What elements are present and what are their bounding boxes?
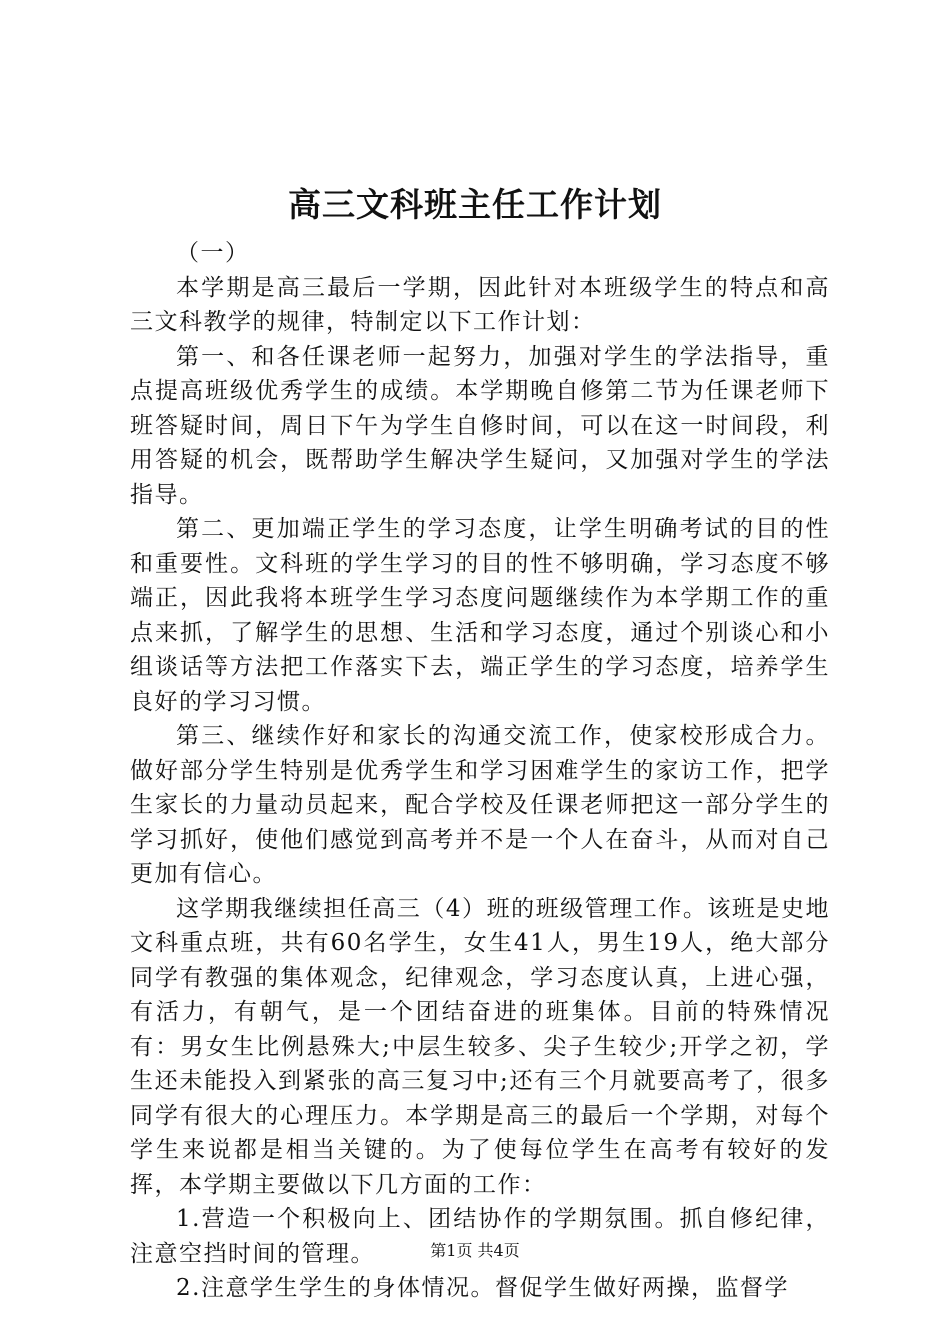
paragraph-first: 第一、和各任课老师一起努力，加强对学生的学法指导，重点提高班级优秀学生的成绩。本学期晚自修第二节为任课老师下班答疑时间，周日下午为学生自修时间，可以在这一时间段，利用答疑的机会，既帮助学生解决学生疑问，又加强对学生的学法指导。 [130, 343, 830, 508]
paragraph-third: 第三、继续作好和家长的沟通交流工作，使家校形成合力。做好部分学生特别是优秀学生和学习困难学生的家访工作，把学生家长的力量动员起来，配合学校及任课老师把这一部分学生的学习抓好，使他们感觉到高考并不是一个人在奋斗，从而对自己更加有信心。 [130, 723, 830, 887]
paragraph-class-overview: 这学期我继续担任高三（4）班的班级管理工作。该班是史地文科重点班，共有60名学生，女生41人，男生19人，绝大部分同学有教强的集体观念，纪律观念，学习态度认真，上进心强，有活力，有朝气，是一个团结奋进的班集体。目前的特殊情况有：男女生比例悬殊大;中层生较多、尖子生较少;开学之初，学生还未能投入到紧张的高三复习中;还有三个月就要高考了，很多同学有很大的心理压力。本学期是高三的最后一个学期，对每个学生来说都是相当关键的。为了使每位学生在高考有较好的发挥，本学期主要做以下几方面的工作： [130, 895, 830, 1198]
paragraph-intro: 本学期是高三最后一学期，因此针对本班级学生的特点和高三文科教学的规律，特制定以下工作计划： [130, 274, 830, 335]
document-title: 高三文科班主任工作计划 [288, 185, 662, 224]
paragraph-item-2: 2.注意学生学生的身体情况。督促学生做好两操，监督学 [176, 1275, 789, 1301]
paragraph-item-1: 1.营造一个积极向上、团结协作的学期氛围。抓自修纪律，注意空挡时间的管理。 [130, 1206, 830, 1267]
section-heading: （一） [176, 240, 250, 266]
document-body [130, 236, 830, 1306]
paragraph-second: 第二、更加端正学生的学习态度，让学生明确考试的目的性和重要性。文科班的学生学习的目的性不够明确，学习态度不够端正，因此我将本班学生学习态度问题继续作为本学期工作的重点来抓，了解学生的思想、生活和学习态度，通过个别谈心和小组谈话等方法把工作落实下去，端正学生的学习态度，培养学生良好的学习习惯。 [130, 516, 830, 715]
page-number: 第1页 共4页 [430, 1241, 520, 1260]
